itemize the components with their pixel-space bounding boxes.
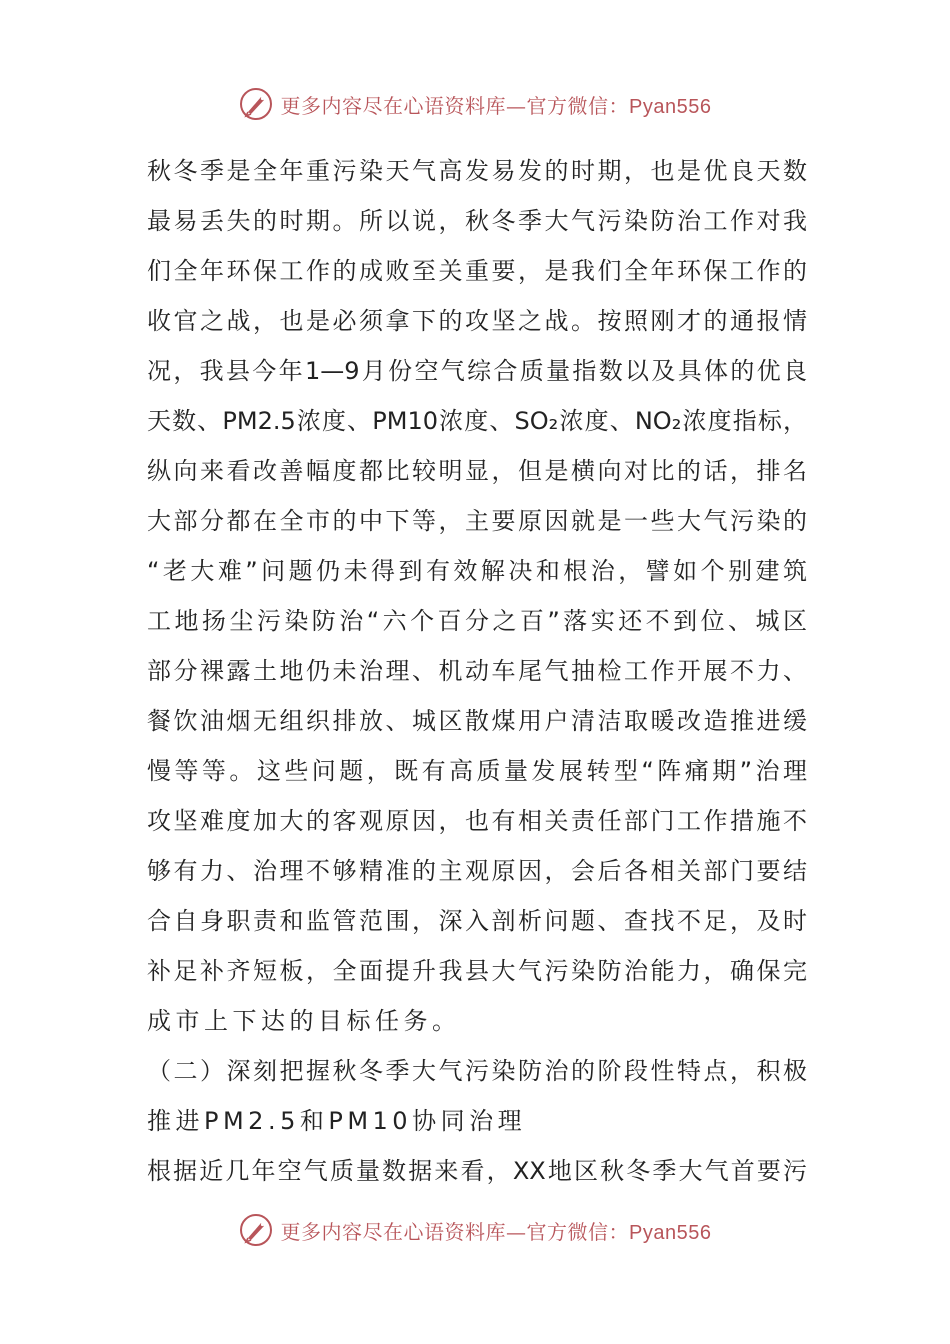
text-line: 够有力、治理不够精准的主观原因，会后各相关部门要结 <box>147 857 807 885</box>
text-line: 成市上下达的目标任务。 <box>147 1007 461 1035</box>
text-line: 工地扬尘污染防治“六个百分之百”落实还不到位、城区 <box>147 607 807 635</box>
text-line: 秋冬季是全年重污染天气高发易发的时期，也是优良天数 <box>147 157 807 185</box>
banner-text: 更多内容尽在心语资料库—官方微信：Pyan556 <box>280 1219 712 1244</box>
text-line: “老大难”问题仍未得到有效解决和根治，譬如个别建筑 <box>147 557 807 585</box>
section-heading-line: （二）深刻把握秋冬季大气污染防治的阶段性特点，积极 <box>147 1057 807 1085</box>
text-line: 们全年环保工作的成败至关重要，是我们全年环保工作的 <box>147 257 807 285</box>
text-line: 慢等等。这些问题，既有高质量发展转型“阵痛期”治理 <box>147 757 807 785</box>
section-heading-line: 推进PM2.5和PM10协同治理 <box>147 1107 527 1135</box>
text-line: 天数、PM2.5浓度、PM10浓度、SO₂浓度、NO₂浓度指标， <box>147 407 807 435</box>
text-line: 最易丢失的时期。所以说，秋冬季大气污染防治工作对我 <box>147 207 807 235</box>
header-banner <box>0 84 950 124</box>
pen-logo-icon <box>239 1213 273 1247</box>
pen-logo-icon <box>239 87 273 121</box>
text-line: 补足补齐短板，全面提升我县大气污染防治能力，确保完 <box>147 957 807 985</box>
text-line: 纵向来看改善幅度都比较明显，但是横向对比的话，排名 <box>147 457 807 485</box>
wechat-id: Pyan556 <box>629 95 712 118</box>
wechat-id: Pyan556 <box>629 1221 712 1244</box>
document-body <box>147 150 807 1200</box>
text-line: 根据近几年空气质量数据来看，XX地区秋冬季大气首要污 <box>147 1157 807 1185</box>
footer-banner <box>0 1210 950 1250</box>
text-line: 大部分都在全市的中下等，主要原因就是一些大气污染的 <box>147 507 807 535</box>
text-line: 攻坚难度加大的客观原因，也有相关责任部门工作措施不 <box>147 807 807 835</box>
banner-text: 更多内容尽在心语资料库—官方微信：Pyan556 <box>280 93 712 118</box>
text-line: 部分裸露土地仍未治理、机动车尾气抽检工作开展不力、 <box>147 657 807 685</box>
text-line: 合自身职责和监管范围，深入剖析问题、查找不足，及时 <box>147 907 807 935</box>
text-line: 况，我县今年1—9月份空气综合质量指数以及具体的优良 <box>147 357 807 385</box>
text-line: 收官之战，也是必须拿下的攻坚之战。按照刚才的通报情 <box>147 307 807 335</box>
text-line: 餐饮油烟无组织排放、城区散煤用户清洁取暖改造推进缓 <box>147 707 807 735</box>
